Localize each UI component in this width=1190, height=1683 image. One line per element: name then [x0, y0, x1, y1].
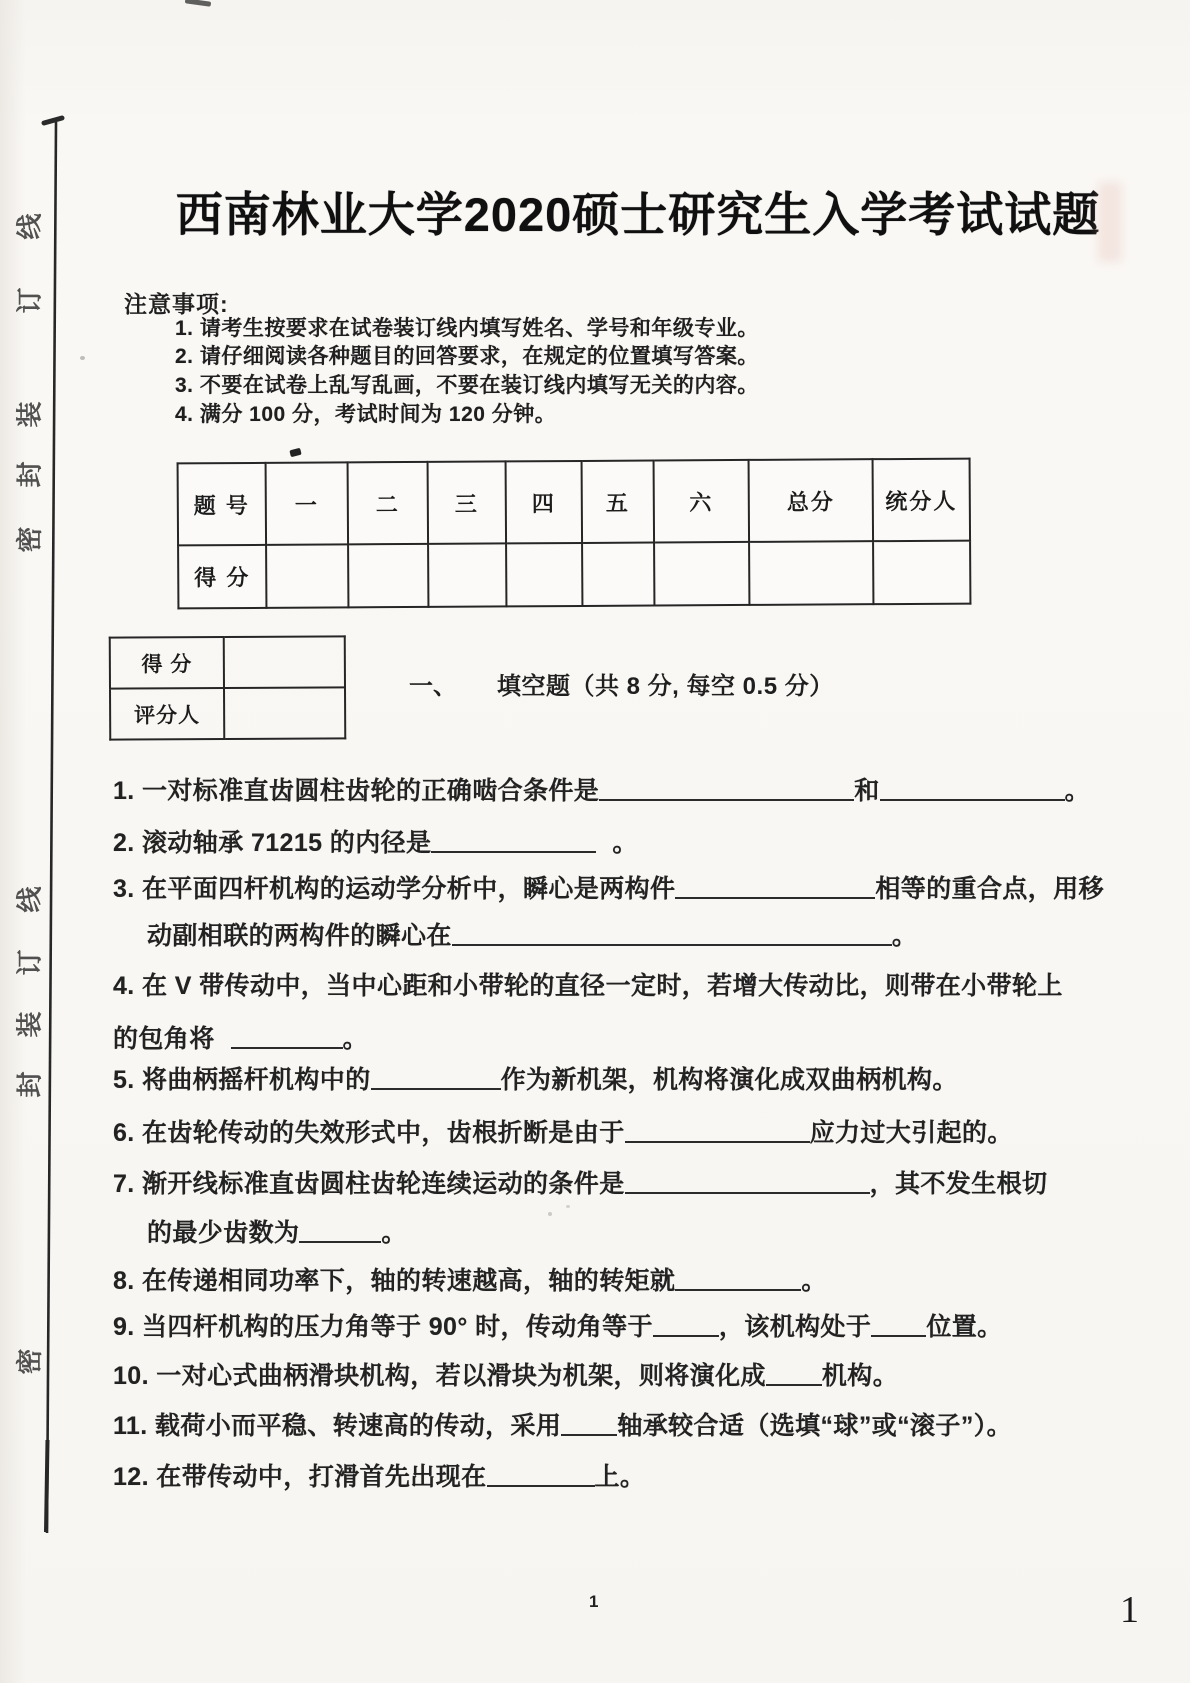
- question-line: [113, 1061, 958, 1095]
- question-text: 。: [801, 1267, 827, 1295]
- answer-blank: [625, 1167, 870, 1194]
- scan-speck: [566, 1205, 570, 1208]
- score-row-label: 得 分: [178, 545, 266, 609]
- binding-margin-char: 装: [14, 401, 45, 428]
- question-line: [113, 824, 638, 858]
- answer-blank: [625, 1116, 810, 1143]
- scan-speck: [80, 356, 85, 360]
- answer-blank: [231, 1022, 343, 1049]
- binding-margin-char: 线: [14, 886, 45, 913]
- section-number: 一、: [409, 673, 457, 700]
- grader-score-value: [224, 636, 345, 688]
- score-cell: [654, 542, 749, 606]
- page-title: 西南林业大学2020硕士研究生入学考试试题: [175, 188, 1101, 241]
- score-table-header-row: [178, 459, 970, 546]
- notice-heading: 注意事项:: [124, 291, 229, 317]
- scan-smudge: [185, 0, 211, 7]
- answer-blank: [653, 1310, 719, 1337]
- question-line: [113, 1262, 827, 1296]
- notice-item: 2. 请仔细阅读各种题目的回答要求，在规定的位置填写答案。: [175, 345, 759, 368]
- question-text: 动副相联的两构件的瞬心在: [147, 922, 452, 950]
- answer-blank: [675, 1264, 801, 1291]
- question-line: [113, 870, 1104, 904]
- question-line: [113, 1020, 368, 1054]
- binding-margin-char: 线: [14, 213, 45, 240]
- question-text: 2. 滚动轴承 71215 的内径是: [113, 829, 432, 857]
- question-text: ，该机构处于: [718, 1313, 872, 1341]
- binding-margin-char: 订: [14, 287, 45, 314]
- question-text: 的最少齿数为: [147, 1219, 300, 1247]
- score-cell: [348, 544, 428, 607]
- binding-margin-char: 密: [14, 1348, 45, 1375]
- question-text: 的包角将: [113, 1025, 215, 1053]
- question-line: [147, 1214, 407, 1248]
- question-text: 5. 将曲柄摇杆机构中的: [113, 1066, 371, 1094]
- question-text: 。: [381, 1219, 407, 1247]
- notice-item: 1. 请考生按要求在试卷装订线内填写姓名、学号和年级专业。: [175, 317, 759, 340]
- question-text: 相等的重合点，用移: [875, 875, 1105, 903]
- notice-item: 3. 不要在试卷上乱写乱画，不要在装订线内填写无关的内容。: [175, 374, 759, 397]
- page-number-corner: 1: [1120, 1589, 1139, 1631]
- question-text: 上。: [594, 1463, 646, 1491]
- question-line: [147, 917, 917, 951]
- question-text: 位置。: [926, 1313, 1003, 1341]
- question-text: 7. 渐开线标准直齿圆柱齿轮连续运动的条件是: [113, 1170, 625, 1198]
- grader-box-row: [110, 636, 345, 688]
- question-line: [113, 1308, 1003, 1342]
- question-line: [113, 1357, 898, 1391]
- grader-person-label: 评分人: [110, 688, 224, 740]
- answer-blank: [431, 826, 596, 853]
- question-text: 机构。: [821, 1362, 899, 1390]
- question-text: 8. 在传递相同功率下，轴的转速越高，轴的转矩就: [113, 1267, 676, 1295]
- answer-blank: [599, 774, 854, 801]
- question-text: 作为新机架，机构将演化成双曲柄机构。: [500, 1066, 958, 1094]
- scan-smear: [1098, 182, 1122, 262]
- score-summary-table: [177, 458, 972, 610]
- binding-margin-char: 装: [14, 1011, 45, 1038]
- question-line: [113, 1407, 1012, 1441]
- question-text: 。: [1064, 777, 1091, 805]
- question-line: [113, 1165, 1047, 1199]
- score-cell: [506, 543, 582, 606]
- score-cell: [873, 541, 970, 605]
- score-col-header: 总分: [749, 459, 873, 542]
- question-text: 。: [891, 922, 918, 950]
- grader-score-box: [109, 635, 347, 740]
- score-col-header: 五: [582, 461, 654, 543]
- question-text: 3. 在平面四杆机构的运动学分析中，瞬心是两构件: [113, 875, 676, 903]
- question-line: [113, 969, 1063, 1003]
- page-number-center: 1: [589, 1592, 599, 1611]
- question-text: 6. 在齿轮传动的失效形式中，齿根折断是由于: [113, 1119, 625, 1147]
- question-text: 12. 在带传动中，打滑首先出现在: [113, 1463, 487, 1491]
- score-col-header: 一: [266, 462, 348, 544]
- question-line: [113, 1458, 645, 1492]
- scan-speck: [548, 1212, 552, 1216]
- answer-blank: [452, 919, 892, 946]
- question-text: 。: [612, 829, 638, 857]
- question-text: 轴承较合适（选填“球”或“滚子”）。: [617, 1412, 1013, 1440]
- question-text: 1. 一对标准直齿圆柱齿轮的正确啮合条件是: [113, 777, 600, 805]
- binding-margin-char: 封: [14, 461, 45, 488]
- score-col-header: 二: [348, 462, 428, 544]
- binding-margin-char: 订: [14, 949, 45, 976]
- score-col-header: 六: [654, 460, 749, 543]
- score-cell: [266, 544, 348, 607]
- answer-blank: [871, 1310, 926, 1337]
- section-title: 填空题（共 8 分, 每空 0.5 分）: [497, 673, 834, 700]
- question-text: 应力过大引起的。: [809, 1119, 1013, 1147]
- question-line: [113, 772, 1090, 806]
- question-text: 11. 载荷小而平稳、转速高的传动，采用: [113, 1412, 562, 1440]
- answer-blank: [880, 774, 1065, 801]
- answer-blank: [299, 1216, 381, 1243]
- answer-blank: [675, 872, 875, 899]
- binding-margin-char: 密: [14, 526, 45, 553]
- question-text: 。: [342, 1025, 369, 1053]
- score-cell: [582, 543, 654, 606]
- answer-blank: [371, 1063, 501, 1090]
- scan-speck: [289, 448, 301, 457]
- score-col-header: 三: [428, 461, 506, 543]
- score-cell: [749, 541, 873, 605]
- score-col-header: 题 号: [178, 463, 266, 546]
- notice-item: 4. 满分 100 分，考试时间为 120 分钟。: [175, 403, 557, 426]
- answer-blank: [561, 1409, 617, 1436]
- question-text: ，其不发生根切: [869, 1170, 1048, 1198]
- question-text: 和: [854, 777, 880, 805]
- score-cell: [428, 543, 506, 606]
- score-col-header: 统分人: [873, 459, 970, 542]
- answer-blank: [766, 1359, 822, 1386]
- question-text: 4. 在 V 带传动中，当中心距和小带轮的直径一定时，若增大传动比，则带在小带轮上: [113, 972, 1063, 1000]
- question-text: 10. 一对心式曲柄滑块机构，若以滑块为机架，则将演化成: [113, 1362, 766, 1390]
- question-text: 9. 当四杆机构的压力角等于 90° 时，传动角等于: [113, 1313, 653, 1341]
- question-line: [113, 1114, 1013, 1148]
- score-table-value-row: [178, 541, 970, 609]
- grader-score-label: 得 分: [110, 637, 224, 689]
- binding-margin-char: 封: [14, 1071, 45, 1098]
- score-col-header: 四: [506, 461, 582, 543]
- grader-person-value: [224, 687, 345, 739]
- grader-box-row: [110, 687, 345, 739]
- answer-blank: [487, 1460, 595, 1487]
